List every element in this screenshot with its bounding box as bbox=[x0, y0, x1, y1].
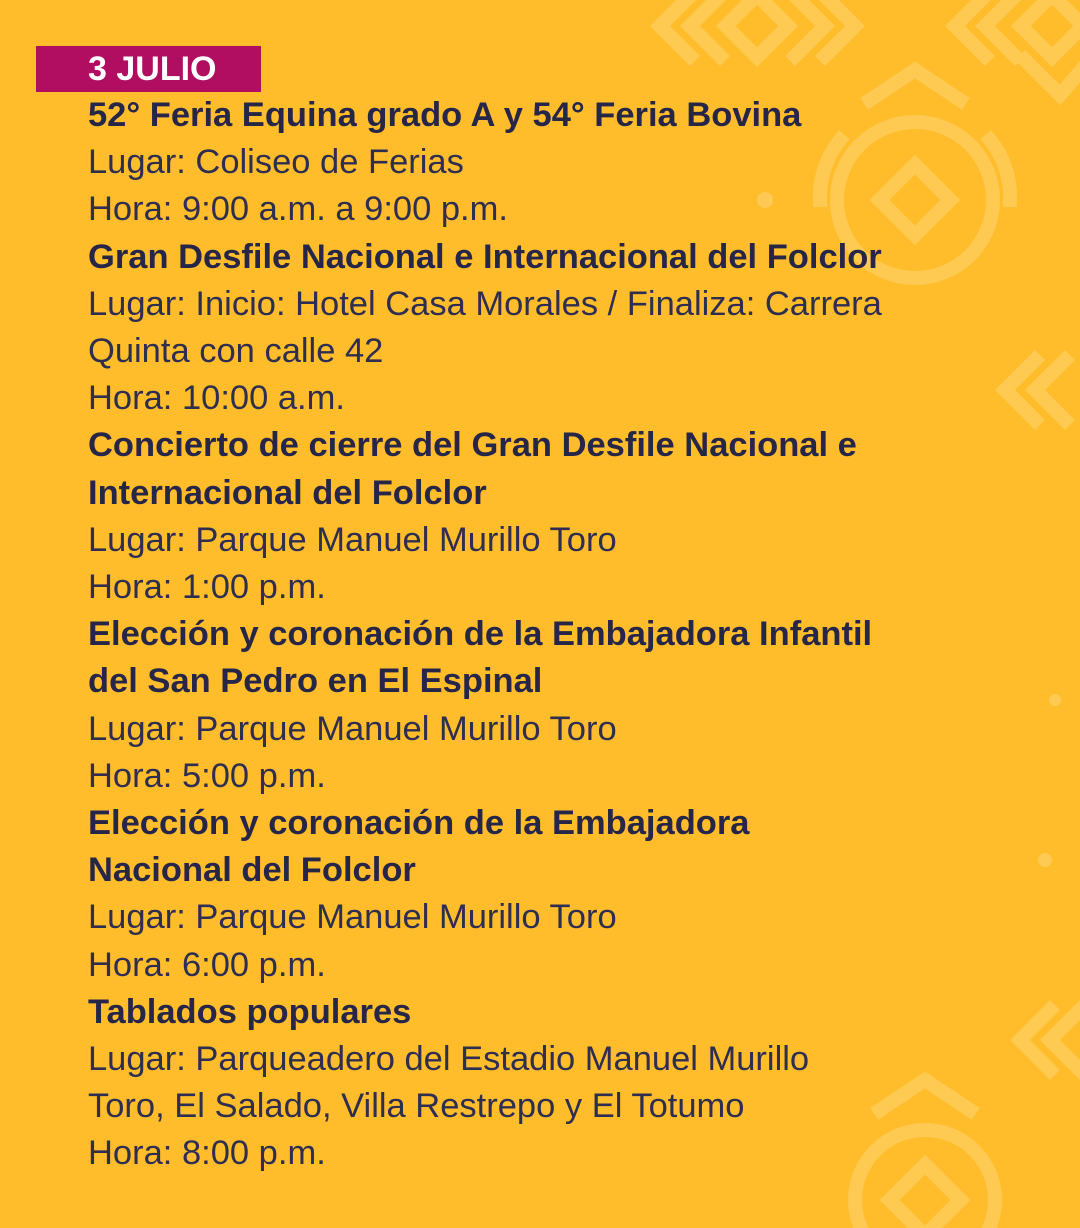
event-place: Lugar: Parqueadero del Estadio Manuel Murillo Toro, El Salado, Villa Restrepo y El Totumo bbox=[88, 1040, 810, 1126]
event-title: Elección y coronación de la Embajadora Infantil del San Pedro en El Espinal bbox=[88, 615, 873, 701]
date-badge: 3 JULIO bbox=[36, 46, 261, 92]
event-item bbox=[88, 800, 1048, 989]
event-item bbox=[88, 234, 1048, 423]
event-time: Hora: 5:00 p.m. bbox=[88, 756, 326, 795]
event-title: Gran Desfile Nacional e Internacional del Folclor bbox=[88, 237, 882, 276]
event-title: Elección y coronación de la Embajadora Nacional del Folclor bbox=[88, 804, 750, 890]
event-time: Hora: 8:00 p.m. bbox=[88, 1134, 326, 1173]
event-time: Hora: 1:00 p.m. bbox=[88, 568, 326, 607]
event-item bbox=[88, 611, 1048, 800]
event-time: Hora: 9:00 a.m. a 9:00 p.m. bbox=[88, 190, 508, 229]
event-title: Concierto de cierre del Gran Desfile Nacional e Internacional del Folclor bbox=[88, 426, 857, 512]
event-title: Tablados populares bbox=[88, 992, 412, 1031]
event-place: Lugar: Parque Manuel Murillo Toro bbox=[88, 709, 617, 748]
event-item bbox=[88, 92, 1048, 234]
event-place: Lugar: Parque Manuel Murillo Toro bbox=[88, 898, 617, 937]
event-place: Lugar: Parque Manuel Murillo Toro bbox=[88, 520, 617, 559]
event-list bbox=[88, 92, 1048, 1178]
event-title: 52° Feria Equina grado A y 54° Feria Bovina bbox=[88, 96, 802, 134]
event-item bbox=[88, 422, 1048, 611]
event-time: Hora: 10:00 a.m. bbox=[88, 379, 345, 418]
event-place: Lugar: Coliseo de Ferias bbox=[88, 143, 464, 182]
event-time: Hora: 6:00 p.m. bbox=[88, 945, 326, 984]
event-place: Lugar: Inicio: Hotel Casa Morales / Finaliza: Carrera Quinta con calle 42 bbox=[88, 284, 882, 371]
event-item bbox=[88, 989, 1048, 1178]
